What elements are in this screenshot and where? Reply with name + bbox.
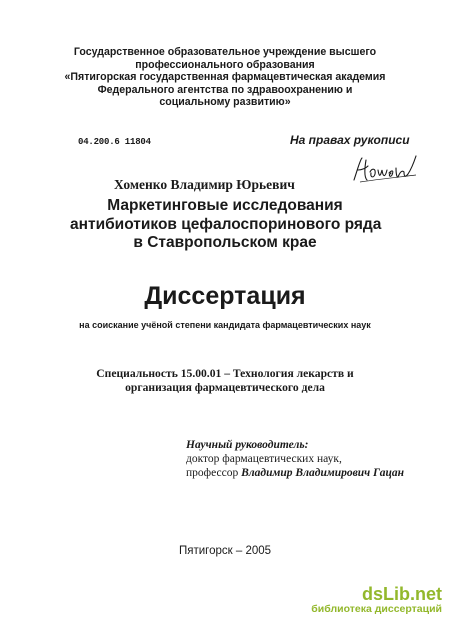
institution-line: профессионального образования bbox=[135, 58, 315, 71]
institution-line: социальному развитию» bbox=[159, 96, 291, 109]
author-name: Хоменко Владимир Юрьевич bbox=[114, 177, 295, 192]
watermark-subtitle: библиотека диссертаций bbox=[311, 603, 442, 615]
institution-header bbox=[60, 46, 390, 109]
handwritten-signature bbox=[350, 150, 420, 190]
watermark-site: dsLib.net bbox=[362, 584, 442, 604]
title-line: в Ставропольском крае bbox=[133, 234, 317, 251]
supervisor-rank: профессор bbox=[186, 467, 239, 480]
registration-code: 04.200.6 11804 bbox=[78, 137, 151, 147]
document-type: Диссертация bbox=[144, 282, 306, 310]
supervisor-name: Владимир Владимирович Гацан bbox=[241, 467, 404, 480]
institution-line: «Пятигорская государственная фармацевтическая академия bbox=[64, 71, 386, 84]
institution-line: Государственное образовательное учреждение высшего bbox=[73, 46, 377, 58]
watermark bbox=[311, 585, 442, 616]
specialty-line: Специальность 15.00.01 – Технология лекарств и bbox=[96, 367, 354, 380]
supervisor-degree: доктор фармацевтических наук, bbox=[186, 453, 342, 466]
title-line: антибиотиков цефалоспоринового ряда bbox=[70, 215, 382, 233]
specialty-line: организация фармацевтического дела bbox=[125, 381, 325, 394]
title-line: Маркетинговые исследования bbox=[107, 197, 343, 214]
supervisor-label: Научный руководитель: bbox=[186, 439, 309, 451]
rights-note: На правах рукописи bbox=[290, 133, 410, 147]
city-year: Пятигорск – 2005 bbox=[178, 545, 272, 557]
degree-line: на соискание учёной степени кандидата фармацевтических наук bbox=[79, 320, 371, 330]
specialty bbox=[60, 367, 390, 395]
supervisor-block bbox=[186, 438, 404, 481]
dissertation-title bbox=[70, 197, 380, 253]
institution-line: Федерального агентства по здравоохранению и bbox=[97, 83, 353, 96]
supervisor-title-line bbox=[186, 466, 404, 480]
